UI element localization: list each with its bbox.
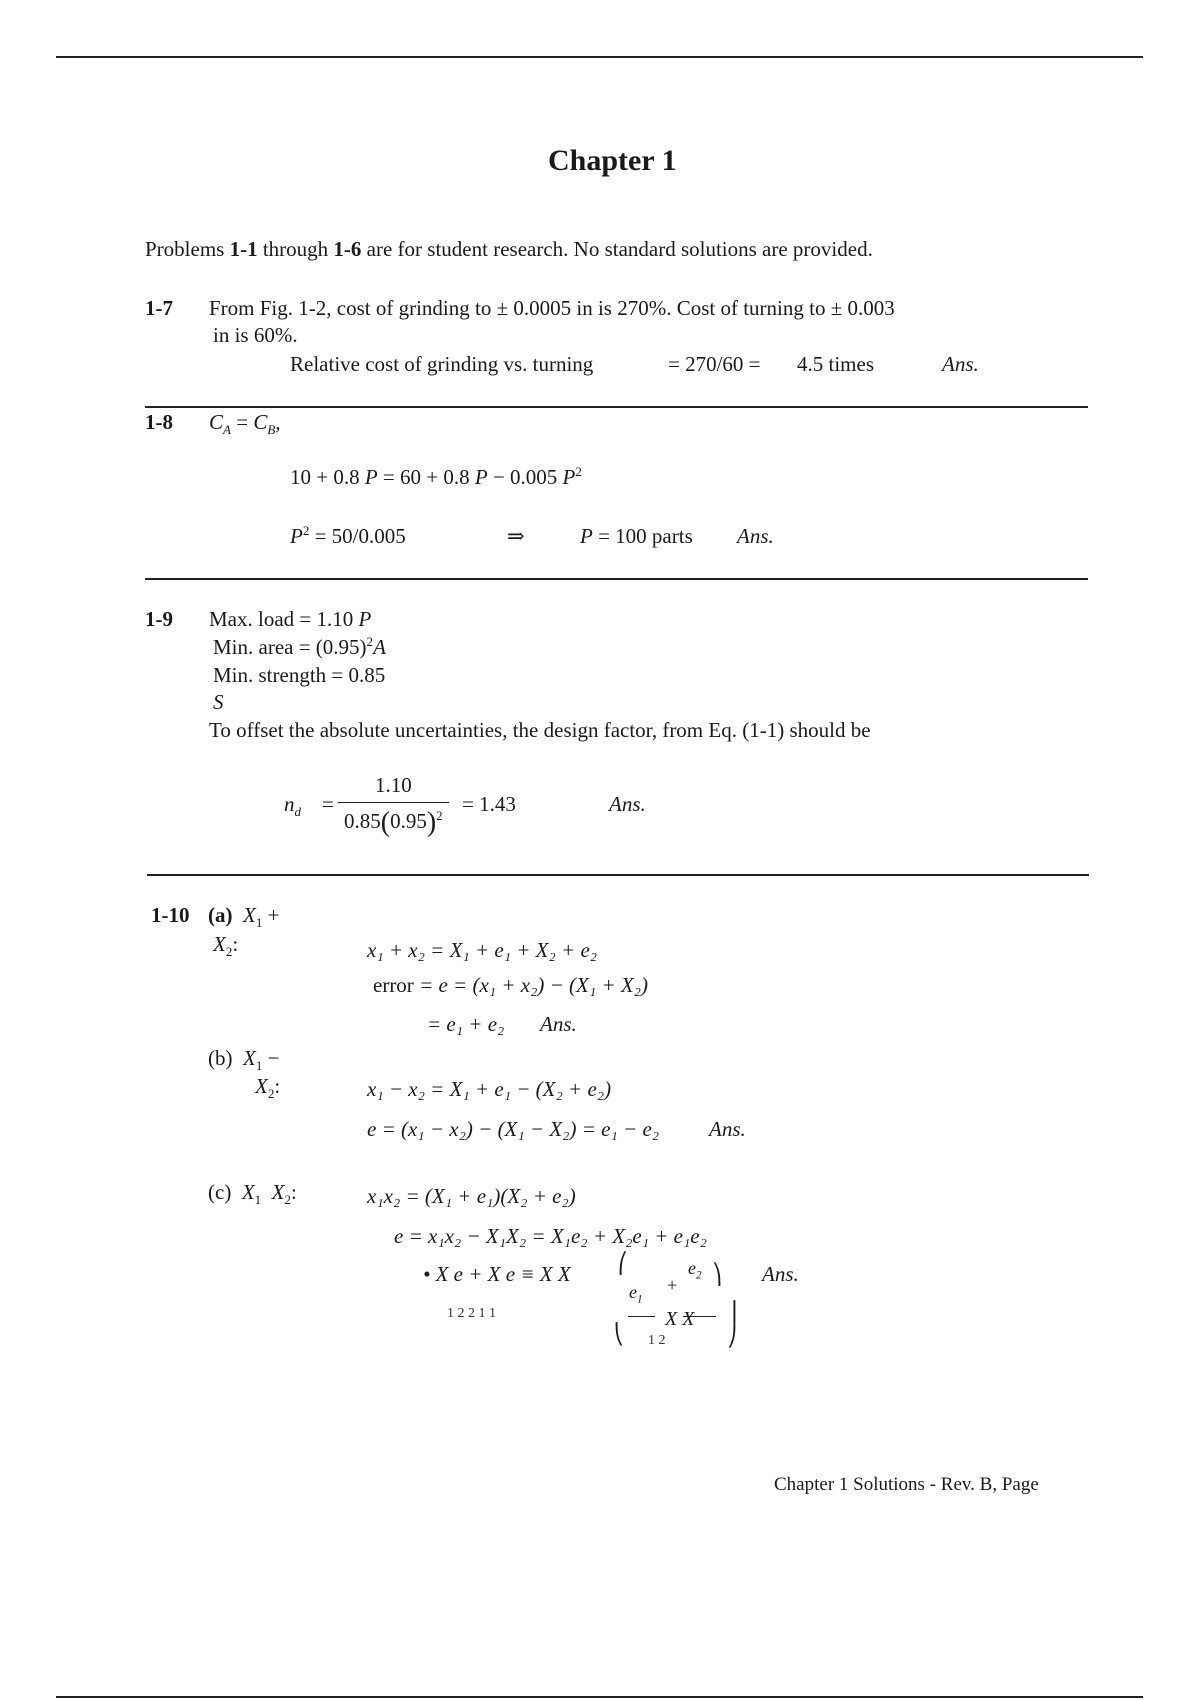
part-c-equation-3: • X e + X e ≡ X X [423, 1262, 571, 1286]
part-c-close-brace-bottom: ⎠ [727, 1326, 737, 1348]
problem-1-7-number: 1-7 [145, 296, 173, 320]
part-b-equation-1: x₁ − x₂ = X₁ + e₁ − (X₂ + e₂) [367, 1077, 612, 1101]
part-c-fraction-bottom-subscripts: 1 2 [648, 1333, 666, 1348]
part-c-fraction-bar-left [628, 1316, 655, 1317]
problem-1-9-number: 1-9 [145, 607, 173, 631]
problem-1-7-result: 4.5 times [797, 352, 874, 376]
problem-1-9-text: To offset the absolute uncertainties, the design factor, from Eq. (1-1) should be [209, 718, 871, 742]
part-a-equation-2: error = e = (x₁ + x₂) − (X₁ + X₂) [373, 973, 648, 997]
intro-paragraph: Problems 1-1 through 1-6 are for student research. No standard solutions are provided. [145, 237, 873, 261]
part-c-open-brace-top: ⎛ [618, 1253, 628, 1275]
part-c-equation-1: x₁x₂ = (X₁ + e₁)(X₂ + e₂) [367, 1184, 576, 1208]
part-b-label: (b) $X_1$ − [208, 1046, 280, 1074]
problem-1-7-ans: Ans. [942, 352, 979, 376]
max-load: Max. load = 1.10 P [209, 607, 372, 631]
page-footer: Chapter 1 Solutions - Rev. B, Page [774, 1474, 1039, 1495]
problem-1-8-number: 1-8 [145, 410, 173, 434]
part-c-open-brace-bottom: ⎝ [614, 1324, 624, 1346]
part-c-equation-2: e = x₁x₂ − X₁X₂ = X₁e₂ + X₂e₁ + e₁e₂ [394, 1224, 707, 1248]
part-c-fraction-plus: + [667, 1275, 678, 1295]
part-c-fraction-bottom: X X [665, 1308, 695, 1330]
min-strength: Min. strength = 0.85 [213, 663, 386, 687]
part-c-equation-3-subscripts: 1 2 2 1 1 [447, 1306, 496, 1321]
part-c-ans: Ans. [762, 1262, 799, 1286]
part-b-var2: $X_2$: [255, 1074, 281, 1102]
problem-1-7-line2: in is 60%. [213, 323, 298, 347]
bottom-rule [56, 1696, 1143, 1698]
part-a-label: (a) $X_1$ + [208, 903, 280, 931]
problem-1-8-equation-1: 10 + 0.8 P = 60 + 0.8 P − 0.005 $P^2$ [290, 464, 582, 489]
problem-1-8-equation-2: $P^2 = 50/0.005$ [290, 523, 406, 548]
divider-2 [145, 578, 1088, 580]
part-c-fraction-top-b: $e_2$ [688, 1258, 702, 1282]
problem-1-7-relative-label: Relative cost of grinding vs. turning [290, 352, 594, 376]
problem-1-8-result: P = 100 parts [580, 524, 693, 548]
problem-1-8-statement: $C_A = C_B$, [209, 410, 281, 438]
part-a-ans: Ans. [540, 1012, 577, 1036]
part-b-equation-2: e = (x₁ − x₂) − (X₁ − X₂) = e₁ − e₂ [367, 1117, 660, 1141]
problem-1-8-ans: Ans. [737, 524, 774, 548]
page-title: Chapter 1 [548, 144, 677, 177]
divider-3 [147, 874, 1089, 876]
design-factor-equals: = [322, 792, 334, 816]
part-a-equation-3: = e₁ + e₂ [427, 1012, 505, 1036]
top-rule [56, 56, 1143, 58]
part-b-ans: Ans. [709, 1117, 746, 1141]
strength-symbol: S [213, 690, 224, 714]
problem-1-7-relative-value: = 270/60 = [668, 352, 761, 376]
problem-1-10-number: 1-10 [151, 903, 190, 927]
part-c-label: (c) $X_1$ $X_2$: [208, 1180, 297, 1208]
part-c-close-brace-top: ⎞ [712, 1264, 722, 1286]
design-factor-symbol: $n_d$ [284, 792, 302, 820]
design-factor-fraction: $\frac{1.10}{0.85(0.95)^2}$ [338, 773, 449, 839]
part-c-close-brace-mid: ⎟ [727, 1302, 737, 1324]
problem-1-7-line1: From Fig. 1-2, cost of grinding to ± 0.0005 in is 270%. Cost of turning to ± 0.003 [209, 296, 895, 320]
part-a-var2: $X_2$: [213, 932, 239, 960]
divider-1 [145, 406, 1088, 408]
part-a-equation-1: x₁ + x₂ = X₁ + e₁ + X₂ + e₂ [367, 938, 598, 962]
min-area: Min. area = $(0.95)^2A$ [213, 634, 386, 659]
part-c-fraction-top-a: $e_1$ [629, 1282, 643, 1306]
design-factor-result: = 1.43 [462, 792, 516, 816]
problem-1-9-ans: Ans. [609, 792, 646, 816]
implies-arrow: ⇒ [507, 524, 525, 548]
